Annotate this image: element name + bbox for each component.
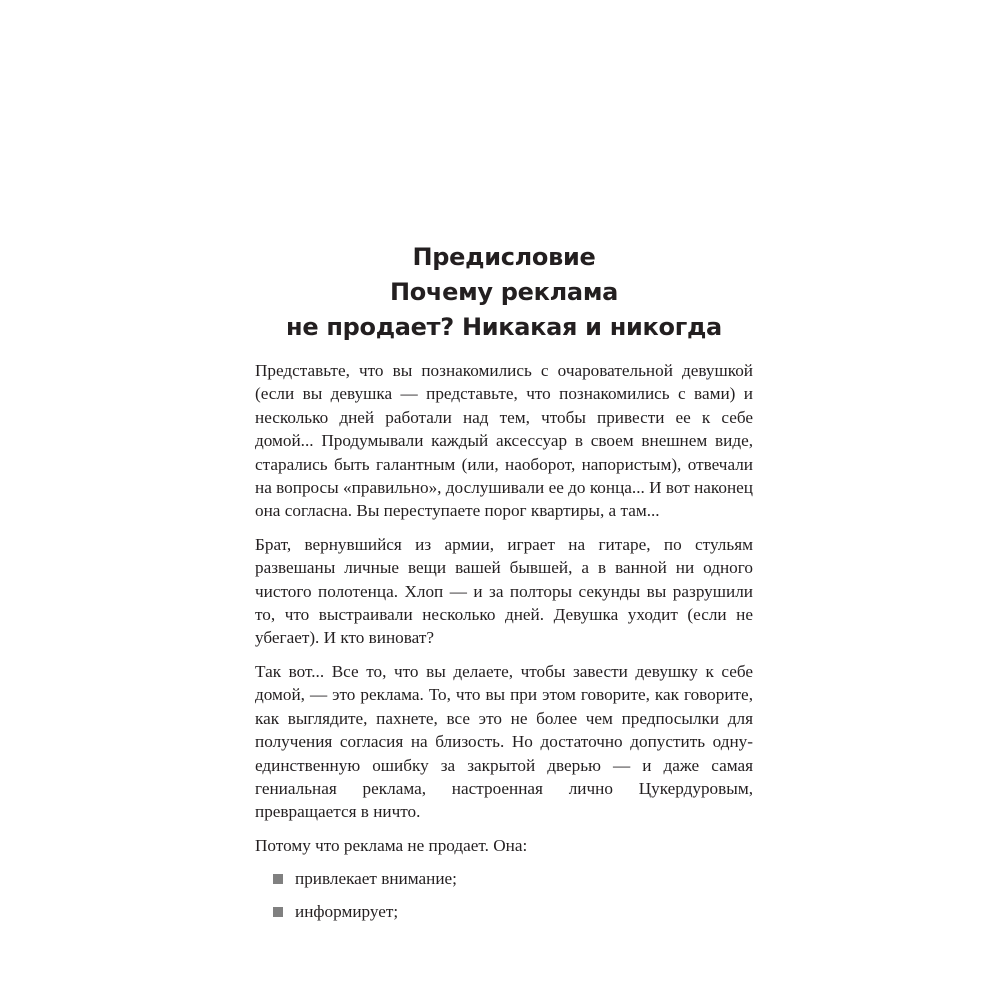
paragraph-2: Брат, вернувшийся из армии, играет на гитаре, по стульям развешаны личные вещи вашей бывшей, а в ванной ни одного чистого полотенца. Хлоп — и за полторы секунды вы разрушили то, что выстраивали несколько дней. Девушка уходит (если не убегает). И кто виноват? bbox=[255, 534, 753, 648]
list-item bbox=[273, 900, 753, 923]
heading-line-3: не продает? Никакая и никогда bbox=[286, 313, 722, 341]
heading-line-1: Предисловие bbox=[412, 243, 596, 271]
paragraph-1: Представьте, что вы познакомились с очаровательной девушкой (если вы девушка — представьте, что познакомились с вами) и несколько дней работали над тем, чтобы привести ее к себе домой... Продумывали каждый аксессуар в своем внешнем виде, старались быть галантным (или, наоборот, напористым), отвечали на вопросы «правильно», дослушивали ее до конца... И вот наконец она согласна. Вы переступаете порог квартиры, а там... bbox=[255, 361, 753, 521]
chapter-heading bbox=[255, 240, 753, 345]
book-page bbox=[255, 240, 753, 932]
paragraph-4: Потому что реклама не продает. Она: bbox=[255, 835, 528, 855]
bullet-list bbox=[255, 867, 753, 923]
paragraph-3: Так вот... Все то, что вы делаете, чтобы завести девушку к себе домой, — это реклама. То, что вы при этом говорите, как говорите, как выглядите, пахнете, все это не более чем предпосылки для получения согласия на близость. Но достаточно допустить одну-единственную ошибку за закрытой дверью — и даже самая гениальная реклама, настроенная лично Цукердуровым, превращается в ничто. bbox=[255, 661, 753, 822]
square-bullet-icon bbox=[273, 874, 283, 884]
square-bullet-icon bbox=[273, 907, 283, 917]
list-item bbox=[273, 867, 753, 890]
list-item-text: информирует; bbox=[295, 901, 399, 921]
list-item-text: привлекает внимание; bbox=[295, 869, 457, 889]
heading-line-2: Почему реклама bbox=[389, 278, 619, 306]
